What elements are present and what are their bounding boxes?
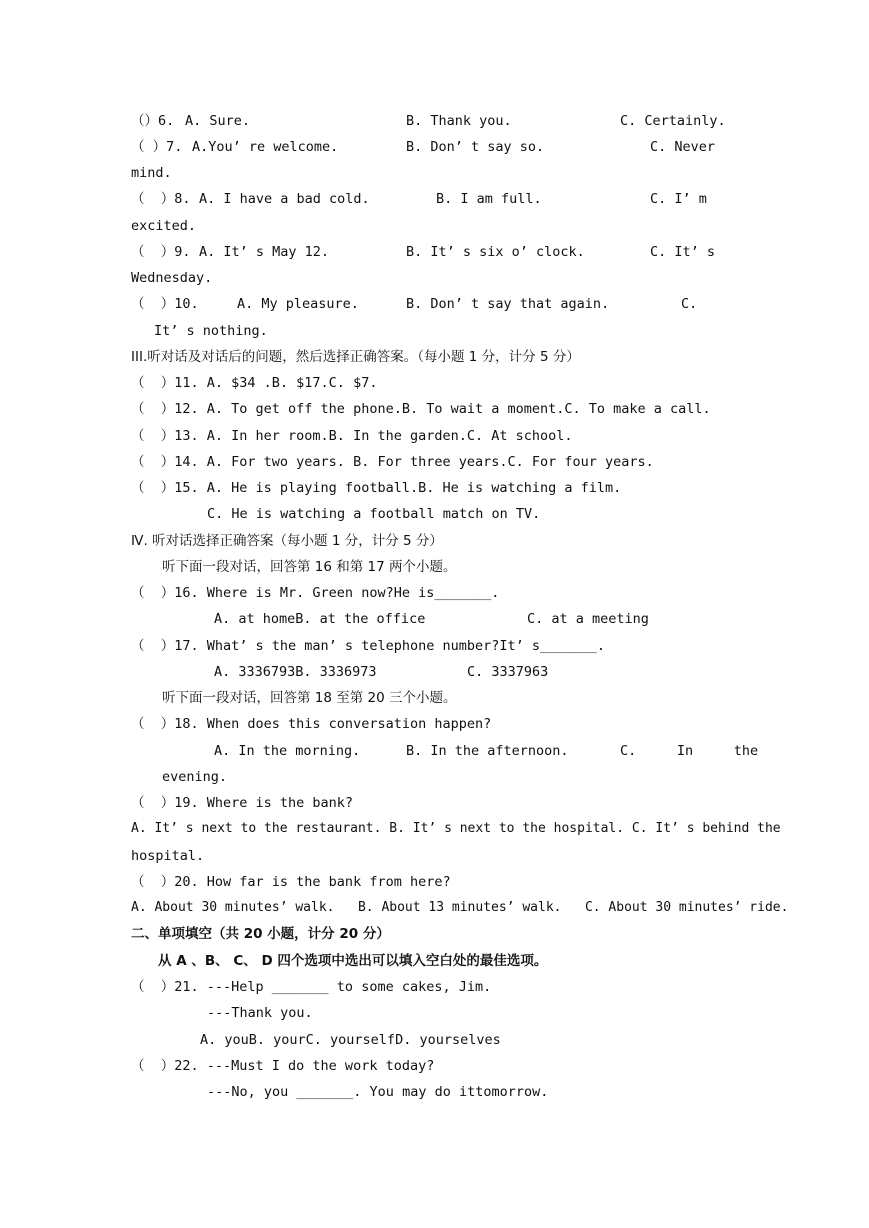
q9-option-a: A. It’ s May 12. [199, 244, 330, 260]
question-18: （ ）18. When does this conversation happen? [131, 716, 492, 732]
q10-option-b: B. Don’ t say that again. [406, 296, 610, 312]
q7-option-c-wrap: mind. [131, 165, 172, 181]
question-12: （ ）12. A. To get off the phone.B. To wait a moment.C. To make a call. [131, 401, 711, 417]
question-16-option-c: C. at a meeting [527, 611, 649, 627]
section-4-heading: Ⅳ. 听对话选择正确答案（每小题 1 分，计分 5 分） [131, 533, 443, 549]
q7-option-a: A.You’ re welcome. [192, 139, 339, 155]
question-14: （ ）14. A. For two years. B. For three years.C. For four years. [131, 454, 654, 470]
q10-option-c: C. [681, 296, 698, 312]
part-2-instructions: 从 A 、B、 C、 D 四个选项中选出可以填入空白处的最佳选项。 [158, 953, 548, 969]
q8-option-b: B. I am full. [436, 191, 542, 207]
dialog-2-intro: 听下面一段对话，回答第 18 至第 20 三个小题。 [162, 690, 457, 706]
part-2-heading: 二、单项填空（共 20 小题，计分 20 分） [131, 926, 390, 942]
question-16-options-ab: A. at homeB. at the office [214, 611, 426, 627]
q7-paren-number: （ ）7. [131, 139, 191, 155]
dialog-1-intro: 听下面一段对话，回答第 16 和第 17 两个小题。 [162, 559, 457, 575]
q9-option-b: B. It’ s six o’ clock. [406, 244, 585, 260]
q10-option-a: A. My pleasure. [237, 296, 359, 312]
section-3-heading: III.听对话及对话后的问题，然后选择正确答案。（每小题 1 分，计分 5 分） [131, 349, 580, 365]
question-15-option-c: C. He is watching a football match on TV. [207, 506, 541, 522]
q8-option-a: A. I have a bad cold. [199, 191, 370, 207]
q8-option-c: C. I’ m [650, 191, 707, 207]
question-13: （ ）13. A. In her room.B. In the garden.C. At school. [131, 428, 573, 444]
question-16: （ ）16. Where is Mr. Green now?He is_______. [131, 585, 500, 601]
question-22: （ ）22. ---Must I do the work today? [131, 1058, 435, 1074]
question-19-options-wrap: hospital. [131, 848, 205, 864]
question-19-options: A. It’ s next to the restaurant. B. It’ s next to the hospital. C. It’ s behind the [131, 821, 781, 836]
question-21-options: A. youB. yourC. yourselfD. yourselves [200, 1032, 501, 1048]
q6-option-c: C. Certainly. [620, 113, 726, 129]
question-18-option-b: B. In the afternoon. [406, 743, 569, 759]
question-20-options: A. About 30 minutes’ walk. B. About 13 minutes’ walk. C. About 30 minutes’ ride. [131, 900, 789, 915]
question-18-option-c-wrap: evening. [162, 769, 228, 785]
q6-option-a: A. Sure. [185, 113, 251, 129]
question-15: （ ）15. A. He is playing football.B. He is watching a film. [131, 480, 622, 496]
question-19: （ ）19. Where is the bank? [131, 795, 354, 811]
question-17-options-ab: A. 3336793B. 3336973 [214, 664, 377, 680]
question-11: （ ）11. A. $34 .B. $17.C. $7. [131, 375, 378, 391]
q6-paren-number: （）6. [131, 113, 183, 129]
question-22-reply: ---No, you _______. You may do ittomorrow. [207, 1084, 549, 1100]
question-21-reply: ---Thank you. [207, 1005, 313, 1021]
q9-paren-number: （ ）9. [131, 244, 199, 260]
q8-paren-number: （ ）8. [131, 191, 199, 207]
question-17-option-c: C. 3337963 [467, 664, 549, 680]
q10-option-c-wrap: It’ s nothing. [154, 323, 268, 339]
q10-paren-number: （ ）10. [131, 296, 207, 312]
q9-option-c-wrap: Wednesday. [131, 270, 213, 286]
q7-option-c: C. Never [650, 139, 716, 155]
question-18-option-a: A. In the morning. [214, 743, 361, 759]
question-21: （ ）21. ---Help _______ to some cakes, Jim. [131, 979, 492, 995]
q6-option-b: B. Thank you. [406, 113, 512, 129]
q7-option-b: B. Don’ t say so. [406, 139, 545, 155]
question-20: （ ）20. How far is the bank from here? [131, 874, 451, 890]
question-18-option-c: C. In the [620, 743, 759, 759]
q8-option-c-wrap: excited. [131, 218, 197, 234]
q9-option-c: C. It’ s [650, 244, 716, 260]
question-17: （ ）17. What’ s the man’ s telephone number?It’ s_______. [131, 638, 606, 654]
